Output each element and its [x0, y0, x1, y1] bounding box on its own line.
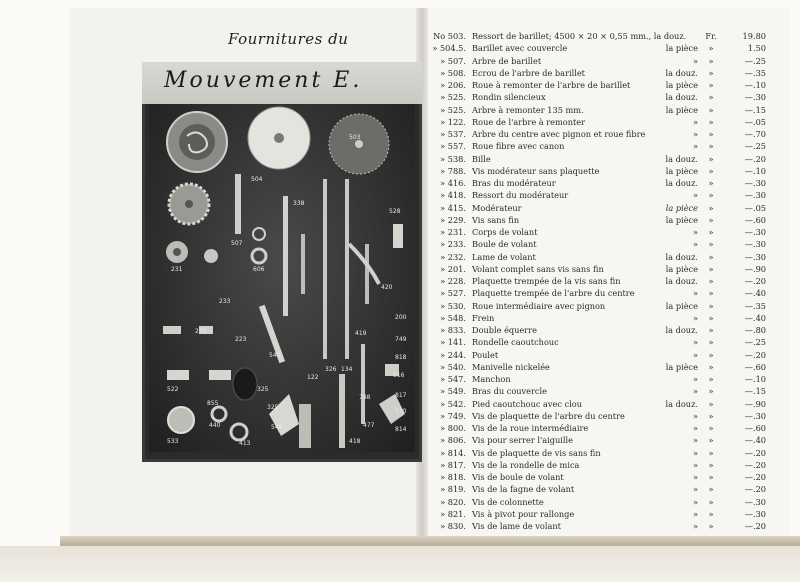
item-description: Vis sans fin — [472, 214, 520, 225]
item-description: Double équerre — [472, 325, 537, 335]
item-price: —.25 — [744, 141, 766, 152]
item-currency: » — [708, 129, 714, 139]
price-row — [432, 349, 782, 361]
item-number: » 800. — [440, 423, 466, 433]
item-currency: » — [708, 484, 714, 495]
item-unit: la pièce — [665, 300, 698, 311]
price-row — [432, 55, 782, 67]
item-number: » 233. — [440, 239, 466, 250]
item-description: Arbre du centre avec pignon et roue fibre — [472, 129, 646, 139]
item-unit: » — [692, 484, 698, 495]
price-row — [432, 385, 782, 397]
item-number: » 508. — [440, 67, 466, 78]
item-description: Vis de la roue intermédiaire — [472, 423, 589, 433]
item-currency: » — [708, 80, 714, 90]
item-currency: » — [708, 263, 714, 274]
item-currency: Fr. — [705, 31, 717, 41]
gear-part-1 — [169, 184, 209, 224]
arbor-part — [235, 174, 241, 234]
item-price: —.80 — [744, 325, 766, 335]
item-number: » 819. — [440, 484, 466, 495]
item-description: Roue à remonter de l'arbre de barillet — [472, 80, 631, 90]
item-unit: la pièce — [665, 104, 698, 115]
item-price: —.60 — [744, 361, 766, 372]
item-unit: la pièce — [665, 361, 698, 372]
item-unit: » — [692, 423, 698, 433]
part-number: 338 — [293, 200, 305, 207]
item-price: —.30 — [744, 227, 766, 237]
item-number: » 244. — [440, 349, 466, 360]
price-row — [432, 275, 782, 287]
item-description: Vis de boule de volant — [472, 472, 564, 482]
item-currency: » — [708, 239, 714, 250]
item-price: —.40 — [744, 312, 766, 323]
item-description: Rondin silencieux — [472, 92, 546, 103]
part-number: 516 — [393, 372, 405, 379]
item-price: —.10 — [744, 165, 766, 176]
price-row — [432, 165, 782, 177]
part-number: 200 — [395, 314, 407, 321]
item-currency: » — [708, 447, 714, 458]
item-unit: la douz. — [665, 276, 698, 286]
price-row — [432, 422, 782, 434]
item-unit: » — [692, 508, 698, 519]
price-row — [432, 116, 782, 128]
item-price: —.20 — [744, 459, 766, 470]
item-description: Poulet — [472, 349, 499, 360]
item-currency: » — [708, 312, 714, 323]
item-number: » 504.5. — [432, 43, 466, 54]
item-currency: » — [708, 190, 714, 201]
item-description: Vis modérateur sans plaquette — [472, 165, 600, 176]
item-currency: » — [708, 141, 714, 152]
item-price: —.15 — [744, 386, 766, 397]
cover-edge — [0, 546, 800, 582]
item-number: No 503. — [433, 31, 466, 41]
parts-photograph — [142, 62, 422, 462]
price-row — [432, 324, 782, 336]
item-number: » 820. — [440, 496, 466, 507]
item-currency: » — [708, 386, 714, 397]
item-number: » 231. — [440, 227, 466, 237]
price-row — [432, 91, 782, 103]
item-description: Roue intermédiaire avec pignon — [472, 300, 606, 311]
item-unit: » — [692, 141, 698, 152]
item-number: » 814. — [440, 447, 466, 458]
item-currency: » — [708, 459, 714, 470]
item-number: » 540. — [440, 361, 466, 372]
item-price: —.20 — [744, 521, 766, 531]
price-row — [432, 312, 782, 324]
item-unit: la pièce — [665, 214, 698, 225]
item-description: Plaquette trempée de la vis sans fin — [472, 276, 621, 286]
item-unit: la douz. — [665, 251, 698, 262]
item-unit: la douz. — [665, 153, 698, 164]
item-description: Plaquette trempée de l'arbre du centre — [472, 288, 635, 299]
item-description: Arbre à remonter 135 mm. — [472, 104, 584, 115]
item-number: » 749. — [440, 410, 466, 421]
item-price: —.30 — [744, 178, 766, 188]
item-price: —.90 — [744, 398, 766, 409]
item-number: » 538. — [440, 153, 466, 164]
item-currency: » — [708, 349, 714, 360]
item-number: » 557. — [440, 141, 466, 152]
item-price: —.60 — [744, 423, 766, 433]
price-row — [432, 153, 782, 165]
item-unit: » — [692, 410, 698, 421]
price-row — [432, 373, 782, 385]
item-currency: » — [708, 361, 714, 372]
part-number: 504 — [251, 176, 263, 183]
item-number: » 122. — [440, 116, 466, 127]
price-row — [432, 104, 782, 116]
item-price: —.40 — [744, 435, 766, 446]
item-price: —.30 — [744, 239, 766, 250]
item-price: —.25 — [744, 337, 766, 348]
item-unit: la douz. — [665, 92, 698, 103]
item-description: Barillet avec couvercle — [472, 43, 568, 54]
item-price: —.35 — [744, 300, 766, 311]
item-unit: » — [692, 190, 698, 201]
item-price: 19.80 — [742, 31, 766, 41]
item-price: 1.50 — [747, 43, 766, 54]
price-row — [432, 202, 782, 214]
price-row — [432, 300, 782, 312]
item-number: » 525. — [440, 92, 466, 103]
item-number: » 833. — [440, 325, 466, 335]
item-description: Bille — [472, 153, 491, 164]
item-number: » 527. — [440, 288, 466, 299]
item-description: Vis de lame de volant — [472, 521, 561, 531]
item-currency: » — [708, 288, 714, 299]
item-price: —.10 — [744, 374, 766, 384]
part-number: 606 — [253, 266, 265, 273]
item-price: —.30 — [744, 508, 766, 519]
item-number: » 788. — [440, 165, 466, 176]
item-description: Rondelle caoutchouc — [472, 337, 559, 348]
item-number: » 415. — [440, 202, 466, 213]
price-row — [432, 128, 782, 140]
item-number: » 232. — [440, 251, 466, 262]
item-price: —.20 — [744, 484, 766, 495]
price-row — [432, 287, 782, 299]
price-row — [432, 410, 782, 422]
item-number: » 547. — [440, 374, 466, 384]
item-description: Vis de plaquette de l'arbre du centre — [472, 410, 625, 421]
item-currency: » — [708, 472, 714, 482]
item-currency: » — [708, 521, 714, 531]
part-number: 233 — [219, 298, 231, 305]
part-number: 134 — [341, 366, 353, 373]
item-price: —.30 — [744, 410, 766, 421]
item-unit: » — [692, 435, 698, 446]
item-unit: » — [692, 349, 698, 360]
part-number: 325 — [267, 404, 279, 411]
part-number: 413 — [239, 440, 251, 447]
price-row — [432, 496, 782, 508]
item-number: » 818. — [440, 472, 466, 482]
item-number: » 418. — [440, 190, 466, 201]
item-price: —.20 — [744, 447, 766, 458]
part-number: 223 — [235, 336, 247, 343]
item-price: —.25 — [744, 55, 766, 66]
item-price: —.15 — [744, 104, 766, 115]
part-number: 507 — [231, 240, 243, 247]
item-currency: » — [708, 496, 714, 507]
item-number: » 201. — [440, 263, 466, 274]
item-currency: » — [708, 178, 714, 188]
item-number: » 229. — [440, 214, 466, 225]
part-number: 548 — [271, 424, 283, 431]
item-description: Manchon — [472, 374, 511, 384]
item-number: » 549. — [440, 386, 466, 397]
item-description: Vis de la fagne de volant — [472, 484, 575, 495]
item-number: » 821. — [440, 508, 466, 519]
item-description: Bras du couvercle — [472, 386, 547, 397]
item-currency: » — [708, 276, 714, 286]
item-price: —.10 — [744, 80, 766, 90]
item-number: » 507. — [440, 55, 466, 66]
item-description: Lame de volant — [472, 251, 536, 262]
item-currency: » — [708, 104, 714, 115]
price-row — [432, 520, 782, 532]
item-unit: » — [692, 55, 698, 66]
item-description: Ecrou de l'arbre de barillet — [472, 67, 585, 78]
item-number: » 830. — [440, 521, 466, 531]
item-currency: » — [708, 43, 714, 54]
item-currency: » — [708, 92, 714, 103]
item-number: » 806. — [440, 435, 466, 446]
item-currency: » — [708, 410, 714, 421]
plate-caption: Fournitures du — [228, 30, 349, 48]
item-description: Vis pour serrer l'aiguille — [472, 435, 573, 446]
part-number: 788 — [359, 394, 371, 401]
item-number: » 537. — [440, 129, 466, 139]
item-currency: » — [708, 165, 714, 176]
large-wheel-part — [248, 107, 310, 169]
item-currency: » — [708, 116, 714, 127]
item-description: Modérateur — [472, 202, 522, 213]
parts-board — [149, 104, 415, 452]
price-row — [432, 238, 782, 250]
item-price: —.70 — [744, 129, 766, 139]
item-unit: la douz. — [665, 67, 698, 78]
item-description: Ressort de barillet; 4500 × 20 × 0,55 mm., la douz. — [472, 31, 686, 41]
item-price: —.30 — [744, 496, 766, 507]
item-unit: la douz. — [665, 325, 698, 335]
item-currency: » — [708, 337, 714, 348]
part-number: 326 — [325, 366, 337, 373]
price-row — [432, 336, 782, 348]
item-number: » 548. — [440, 312, 466, 323]
price-row — [432, 67, 782, 79]
part-number: 818 — [395, 354, 407, 361]
item-unit: » — [692, 374, 698, 384]
fibre-wheel-part — [329, 114, 389, 174]
part-number: 122 — [307, 374, 319, 381]
item-description: Roue fibre avec canon — [472, 141, 565, 152]
item-unit: la pièce — [665, 263, 698, 274]
price-row — [432, 483, 782, 495]
item-description: Pied caoutchouc avec clou — [472, 398, 582, 409]
item-description: Ressort du modérateur — [472, 190, 569, 201]
part-number: 419 — [355, 330, 367, 337]
item-currency: » — [708, 55, 714, 66]
item-price: —.20 — [744, 276, 766, 286]
part-number: 855 — [207, 400, 219, 407]
part-number: 440 — [209, 422, 221, 429]
item-currency: » — [708, 398, 714, 409]
item-price: —.20 — [744, 349, 766, 360]
item-description: Vis de la rondelle de mica — [472, 459, 580, 470]
part-number: 231 — [171, 266, 183, 273]
item-currency: » — [708, 251, 714, 262]
item-currency: » — [708, 423, 714, 433]
item-currency: » — [708, 214, 714, 225]
price-row — [432, 42, 782, 54]
item-price: —.90 — [744, 263, 766, 274]
item-price: —.05 — [744, 116, 766, 127]
price-row — [432, 189, 782, 201]
item-number: » 206. — [440, 80, 466, 90]
item-description: Corps de volant — [472, 227, 538, 237]
item-price: —.30 — [744, 92, 766, 103]
item-currency: » — [708, 508, 714, 519]
part-number: 477 — [363, 422, 375, 429]
item-number: » 530. — [440, 300, 466, 311]
item-price: —.20 — [744, 153, 766, 164]
item-unit: » — [692, 312, 698, 323]
item-currency: » — [708, 435, 714, 446]
price-row — [432, 471, 782, 483]
price-row — [432, 251, 782, 263]
price-row — [432, 361, 782, 373]
item-price: —.20 — [744, 472, 766, 482]
part-number: 814 — [395, 426, 407, 433]
item-price: —.05 — [744, 202, 766, 213]
item-price: —.40 — [744, 288, 766, 299]
item-description: Arbre de barillet — [472, 55, 542, 66]
part-number: 817 — [395, 392, 407, 399]
item-number: » 817. — [440, 459, 466, 470]
price-row — [432, 459, 782, 471]
item-price: —.30 — [744, 251, 766, 262]
price-row — [432, 30, 782, 42]
part-number: 528 — [389, 208, 401, 215]
item-currency: » — [708, 227, 714, 237]
price-row — [432, 226, 782, 238]
part-number: 418 — [349, 438, 361, 445]
item-description: Vis à pivot pour rallonge — [472, 508, 575, 519]
item-description: Vis de plaquette de vis sans fin — [472, 447, 601, 458]
price-row — [432, 79, 782, 91]
part-number: 533 — [167, 438, 179, 445]
item-description: Bras du modérateur — [472, 178, 556, 188]
item-price: —.30 — [744, 190, 766, 201]
price-row — [432, 434, 782, 446]
item-description: Manivelle nickelée — [472, 361, 550, 372]
item-unit: » — [692, 521, 698, 531]
page-bottom-edge — [60, 536, 800, 546]
item-unit: » — [692, 227, 698, 237]
item-price: —.60 — [744, 214, 766, 225]
item-currency: » — [708, 67, 714, 78]
item-currency: » — [708, 374, 714, 384]
item-currency: » — [708, 153, 714, 164]
item-currency: » — [708, 325, 714, 335]
price-row — [432, 214, 782, 226]
item-unit: » — [692, 447, 698, 458]
item-currency: » — [708, 300, 714, 311]
part-number: 420 — [381, 284, 393, 291]
item-unit: » — [692, 239, 698, 250]
item-unit: la pièce — [665, 202, 698, 213]
item-number: » 141. — [440, 337, 466, 348]
item-unit: » — [692, 129, 698, 139]
price-row — [432, 140, 782, 152]
item-number: » 525. — [440, 104, 466, 115]
photo-heading: Mouvement E. — [164, 68, 363, 93]
part-number: 503 — [349, 134, 361, 141]
photo-banner — [142, 62, 422, 104]
item-number: » 416. — [440, 178, 466, 188]
item-description: Boule de volant — [472, 239, 537, 250]
item-unit: » — [692, 472, 698, 482]
parts-illustration — [149, 104, 415, 452]
item-description: Volant complet sans vis sans fin — [472, 263, 604, 274]
price-row — [432, 177, 782, 189]
item-unit: la douz. — [665, 178, 698, 188]
price-row — [432, 447, 782, 459]
part-number: 325 — [257, 386, 269, 393]
price-row — [432, 263, 782, 275]
item-number: » 228. — [440, 276, 466, 286]
item-number: » 542. — [440, 398, 466, 409]
item-unit: la douz. — [665, 398, 698, 409]
price-row — [432, 508, 782, 520]
item-currency: » — [708, 202, 714, 213]
item-unit: la pièce — [665, 43, 698, 54]
item-description: Frein — [472, 312, 495, 323]
spring-barrel-part — [167, 112, 227, 172]
part-number: 540 — [269, 352, 281, 359]
item-price: —.35 — [744, 67, 766, 78]
item-unit: la pièce — [665, 165, 698, 176]
part-number: 530 — [395, 408, 407, 415]
item-unit: » — [692, 337, 698, 348]
part-number: 229 — [195, 328, 207, 335]
item-unit: » — [692, 386, 698, 397]
item-unit: la pièce — [665, 80, 698, 90]
item-unit: » — [692, 116, 698, 127]
price-row — [432, 398, 782, 410]
item-description: Roue de l'arbre à remonter — [472, 116, 586, 127]
item-unit: » — [692, 288, 698, 299]
item-description: Vis de colonnette — [472, 496, 544, 507]
price-list — [432, 30, 782, 532]
item-unit: » — [692, 496, 698, 507]
part-number: 749 — [395, 336, 407, 343]
item-unit: » — [692, 459, 698, 470]
part-number: 522 — [167, 386, 179, 393]
